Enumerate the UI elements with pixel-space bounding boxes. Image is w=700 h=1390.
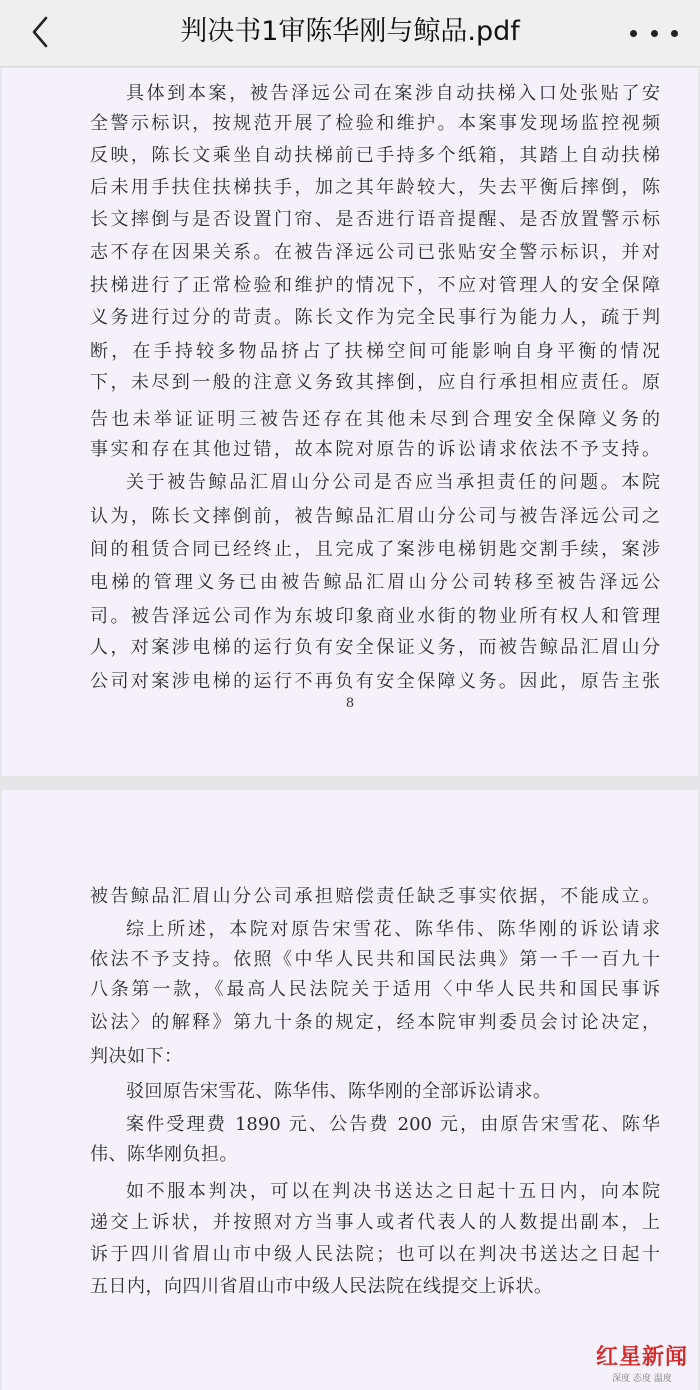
back-button[interactable] (22, 12, 62, 52)
text-line: 反映，陈长文乘坐自动扶梯前已手持多个纸箱，其踏上自动扶梯 (90, 145, 660, 166)
text-line: 认为，陈长文摔倒前，被告鲸品汇眉山分公司与被告泽远公司之 (90, 506, 660, 527)
chevron-left-icon (22, 12, 62, 52)
text-line: 综上所述，本院对原告宋雪花、陈华伟、陈华刚的诉讼请求 (126, 919, 660, 940)
text-line: 全警示标识，按规范开展了检验和维护。本案事发现场监控视频 (90, 113, 660, 134)
text-line: 长文摔倒与是否设置门帘、是否进行语音提醒、是否放置警示标 (90, 209, 660, 230)
page-number: 8 (345, 696, 355, 711)
text-line: 诉于四川省眉山市中级人民法院；也可以在判决书送达之日起十 (90, 1244, 660, 1265)
text-line: 依法不予支持。依照《中华人民共和国民法典》第一千一百九十 (90, 949, 660, 970)
text-line: 公司对案涉电梯的运行不再负有安全保障义务。因此，原告主张 (90, 671, 660, 692)
more-icon-dot (671, 30, 678, 37)
document-title: 判决书1审陈华刚与鲸品.pdf (180, 16, 520, 47)
text-line: 判决如下： (90, 1046, 183, 1067)
text-line: 驳回原告宋雪花、陈华伟、陈华刚的全部诉讼请求。 (126, 1081, 552, 1102)
text-line: 断，在手持较多物品挤占了扶梯空间可能影响自身平衡的情况 (90, 341, 660, 362)
pdf-page-9 (2, 790, 698, 1390)
text-line: 人，对案涉电梯的运行负有安全保证义务，而被告鲸品汇眉山分 (90, 637, 660, 658)
text-line: 讼法〉的解释》第九十条的规定，经本院审判委员会讨论决定， (90, 1012, 660, 1033)
text-line: 五日内，向四川省眉山市中级人民法院在线提交上诉状。 (90, 1276, 553, 1297)
text-line: 间的租赁合同已经终止，且完成了案涉电梯钥匙交割手续，案涉 (90, 539, 660, 560)
watermark-slogan: 深度 态度 温度 (612, 1374, 672, 1384)
text-line: 被告鲸品汇眉山分公司承担赔偿责任缺乏事实依据，不能成立。 (90, 886, 660, 907)
text-line: 关于被告鲸品汇眉山分公司是否应当承担责任的问题。本院 (126, 472, 660, 493)
pdf-page-8 (2, 68, 698, 776)
text-line: 扶梯进行了正常检验和维护的情况下，不应对管理人的安全保障 (90, 275, 660, 296)
text-line: 义务进行过分的苛责。陈长文作为完全民事行为能力人，疏于判 (90, 307, 660, 328)
text-line: 具体到本案，被告泽远公司在案涉自动扶梯入口处张贴了安 (126, 83, 660, 104)
more-icon-dot (651, 30, 658, 37)
text-line: 告也未举证证明三被告还存在其他未尽到合理安全保障义务的 (90, 409, 660, 430)
text-line: 伟、陈华刚负担。 (90, 1144, 238, 1165)
text-line: 事实和存在其他过错，故本院对原告的诉讼请求依法不予支持。 (90, 439, 660, 460)
text-line: 后未用手扶住扶梯扶手，加之其年龄较大，失去平衡后摔倒，陈 (90, 177, 660, 198)
text-line: 下，未尽到一般的注意义务致其摔倒，应自行承担相应责任。原 (90, 372, 660, 393)
watermark-logo (592, 1340, 692, 1385)
text-line: 递交上诉状，并按照对方当事人或者代表人的人数提出副本，上 (90, 1212, 660, 1233)
more-options-button[interactable] (630, 18, 678, 48)
text-line: 如不服本判决，可以在判决书送达之日起十五日内，向本院 (126, 1181, 660, 1202)
more-icon-dot (630, 30, 637, 37)
text-line: 电梯的管理义务已由被告鲸品汇眉山分公司转移至被告泽远公 (90, 572, 660, 593)
text-line: 志不存在因果关系。在被告泽远公司已张贴安全警示标识，并对 (90, 242, 660, 263)
text-line: 案件受理费 1890 元、公告费 200 元，由原告宋雪花、陈华 (126, 1114, 660, 1135)
text-line: 司。被告泽远公司作为东坡印象商业水街的物业所有权人和管理 (90, 606, 660, 627)
text-line: 八条第一款，《最高人民法院关于适用〈中华人民共和国民事诉 (90, 979, 660, 1000)
watermark-brand: 红星新闻 (595, 1344, 688, 1370)
top-navigation-bar (0, 0, 700, 67)
